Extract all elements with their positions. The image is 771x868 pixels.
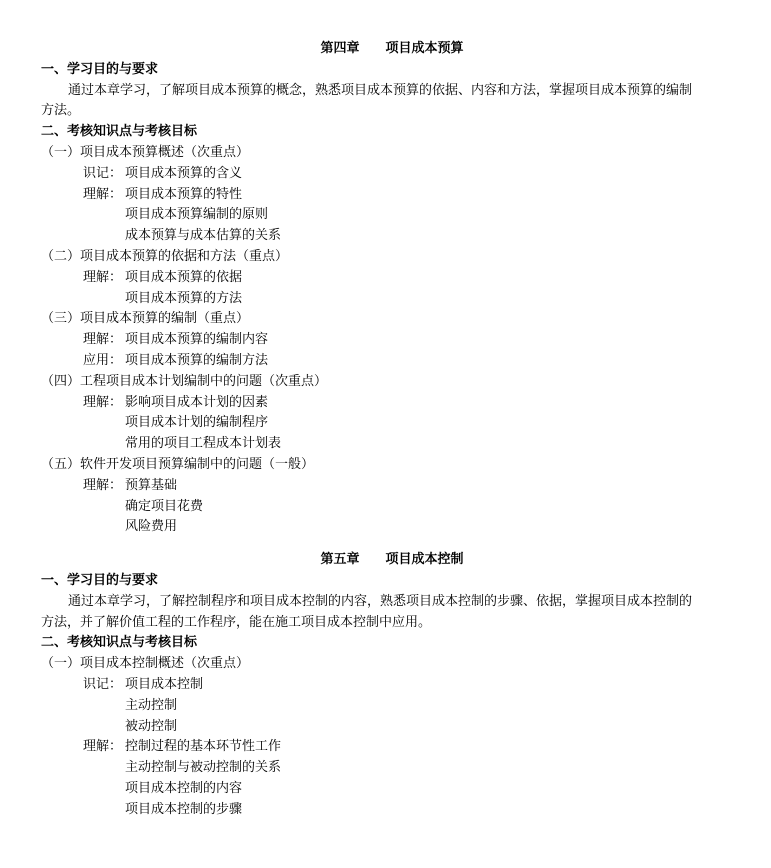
knowledge-point: 被动控制 — [125, 719, 178, 734]
knowledge-level-label: 理解： — [83, 332, 123, 347]
knowledge-point: 常用的项目工程成本计划表 — [125, 436, 282, 451]
assessment-heading: 二、考核知识点与考核目标 — [41, 124, 198, 139]
objectives-text: 通过本章学习，了解项目成本预算的概念，熟悉项目成本预算的依据、内容和方法，掌握项目成本预算的编制 — [68, 83, 693, 98]
section-heading: （四）工程项目成本计划编制中的问题（次重点） — [41, 374, 328, 389]
knowledge-point: 项目成本预算编制的原则 — [125, 207, 269, 222]
assessment-heading: 二、考核知识点与考核目标 — [41, 635, 198, 650]
section-heading: （二）项目成本预算的依据和方法（重点） — [41, 249, 289, 264]
section-heading: （一）项目成本预算概述（次重点） — [41, 145, 250, 160]
knowledge-point: 风险费用 — [125, 519, 178, 534]
knowledge-level-label: 识记： — [83, 166, 123, 181]
knowledge-point: 项目成本控制的内容 — [125, 781, 243, 796]
objectives-heading: 一、学习目的与要求 — [41, 62, 159, 77]
knowledge-point: 控制过程的基本环节性工作 — [125, 739, 282, 754]
knowledge-point: 项目成本预算的编制方法 — [125, 353, 269, 368]
knowledge-point: 影响项目成本计划的因素 — [125, 395, 269, 410]
knowledge-point: 项目成本控制的步骤 — [125, 802, 243, 817]
knowledge-point: 项目成本预算的方法 — [125, 291, 243, 306]
knowledge-level-label: 理解： — [83, 478, 123, 493]
knowledge-point: 项目成本预算的特性 — [125, 187, 243, 202]
knowledge-point: 预算基础 — [125, 478, 178, 493]
knowledge-level-label: 应用： — [83, 353, 123, 368]
objectives-text-cont: 方法，并了解价值工程的工作程序，能在施工项目成本控制中应用。 — [41, 615, 432, 630]
knowledge-level-label: 理解： — [83, 395, 123, 410]
knowledge-point: 项目成本控制 — [125, 677, 204, 692]
knowledge-level-label: 识记： — [83, 677, 123, 692]
knowledge-level-label: 理解： — [83, 270, 123, 285]
knowledge-point: 主动控制 — [125, 698, 178, 713]
knowledge-point: 确定项目花费 — [125, 499, 204, 514]
chapter-title: 第五章 项目成本控制 — [320, 552, 464, 567]
objectives-heading: 一、学习目的与要求 — [41, 573, 159, 588]
knowledge-level-label: 理解： — [83, 187, 123, 202]
section-heading: （三）项目成本预算的编制（重点） — [41, 311, 250, 326]
knowledge-point: 项目成本预算的编制内容 — [125, 332, 269, 347]
knowledge-level-label: 理解： — [83, 739, 123, 754]
knowledge-point: 成本预算与成本估算的关系 — [125, 228, 282, 243]
section-heading: （五）软件开发项目预算编制中的问题（一般） — [41, 457, 315, 472]
knowledge-point: 项目成本预算的含义 — [125, 166, 243, 181]
chapter-title: 第四章 项目成本预算 — [320, 41, 464, 56]
objectives-text: 通过本章学习，了解控制程序和项目成本控制的内容，熟悉项目成本控制的步骤、依据，掌握项目成本控制的 — [68, 594, 693, 609]
knowledge-point: 主动控制与被动控制的关系 — [125, 760, 282, 775]
section-heading: （一）项目成本控制概述（次重点） — [41, 656, 250, 671]
knowledge-point: 项目成本预算的依据 — [125, 270, 243, 285]
objectives-text-cont: 方法。 — [41, 103, 81, 118]
knowledge-point: 项目成本计划的编制程序 — [125, 415, 269, 430]
